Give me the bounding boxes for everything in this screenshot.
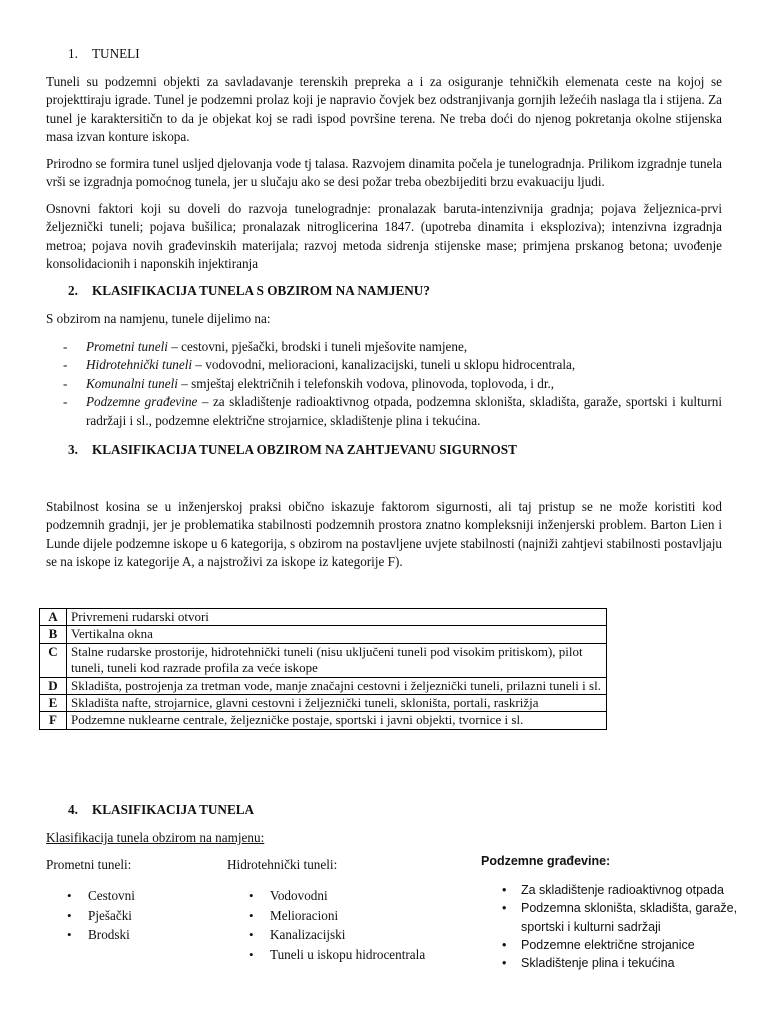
list-desc: – cestovni, pješački, brodski i tuneli mješovite namjene, (167, 339, 468, 354)
section-title: TUNELI (92, 46, 140, 61)
list-term: Prometni tuneli (86, 339, 168, 354)
list-desc: – smještaj električnih i telefonskih vodova, plinovoda, toplovoda, i dr., (177, 375, 555, 391)
category-key: E (40, 695, 67, 712)
column-title: Prometni tuneli: (46, 857, 132, 872)
category-key: B (40, 626, 67, 643)
list-item: • Podzemne električne strojanice (495, 936, 745, 954)
column-title: Podzemne građevine: (481, 854, 611, 868)
list-item: • Tuneli u iskopu hidrocentrala (244, 945, 454, 965)
bullet-icon: • (249, 907, 254, 923)
bullet-icon: • (249, 946, 254, 962)
section-number: 3. (68, 442, 78, 457)
table-row (40, 626, 607, 643)
table-row (40, 643, 607, 677)
paragraph: Osnovni faktori koji su doveli do razvoja tunelogradnje: pronalazak baruta-intenzivnija gradnja; pojava željeznica-prvi željeznički tuneli; pojava bušilica; pronalazak nitroglicerina 1847. (upotreba dinamita i eksploziva); intenzivna izgradnja metroa; pojava novih građevinskih materijala; razvoj metoda sidrenja stijenske mase; primjena prskanog betona; uvođenje konsolidacionih i naponskih injektiranja (46, 201, 722, 272)
table-row (40, 695, 607, 712)
category-key: C (40, 643, 67, 677)
bullet-icon: • (502, 956, 507, 971)
list-desc: – za skladištenje radioaktivnog otpada, podzemna skloništa, skladišta, garaže, sportski i kulturni radržaji i sl., podzemne električne strojarnice, skladištenje plina i tekućina. (86, 394, 722, 428)
list-item: • Vodovodni (244, 886, 454, 906)
bullet-icon: • (502, 937, 507, 952)
list-item: • Kanalizacijski (244, 925, 454, 945)
category-desc: Vertikalna okna (67, 626, 607, 643)
list-item (62, 356, 722, 374)
category-desc: Stalne rudarske prostorije, hidrotehnički tuneli (nisu uključeni tuneli pod visokim pritiskom), pilot tuneli, tuneli kod razrade profila za veće iskope (67, 643, 607, 677)
column-list (244, 886, 454, 964)
subtitle: Klasifikacija tunela obzirom na namjenu: (46, 830, 265, 845)
list-item (62, 375, 722, 393)
section-4-heading (68, 801, 254, 819)
bullet-icon: • (502, 901, 507, 916)
bullet-icon: • (249, 888, 254, 903)
table-row (40, 677, 607, 694)
list-item: • Skladištenje plina i tekućina (495, 954, 745, 972)
category-desc: Podzemne nuklearne centrale, željezničke postaje, sportski i javni objekti, tvornice i sl. (67, 712, 607, 729)
table-row (40, 609, 607, 626)
purpose-list (62, 338, 722, 430)
category-desc: Privremeni rudarski otvori (67, 609, 607, 626)
section-3-heading (68, 441, 517, 459)
paragraph: Tuneli su podzemni objekti za savladavanje terenskih prepreka a i za osiguranje tehničkih elemenata ceste na kojoj se projekttiraju igrade. Tunel je podzemni prolaz koji je napravio čovjek bez odstranjivanja gornjih ležećih naslaga tla i stijena. Za tunel je karaktersitičn to da je objekat koj se radi ispod površine terena. Ne treba doći do njenog pokretanja okolne stijenska masa izvan konture iskopa. (46, 74, 722, 145)
list-desc: – vodovodni, melioracioni, kanalizacijski, tuneli u sklopu hidrocentrala, (192, 357, 576, 373)
column-title: Hidrotehnički tuneli: (227, 857, 338, 872)
section-1-heading (68, 45, 140, 63)
list-item: • Brodski (62, 925, 212, 945)
list-item: • Pješački (62, 906, 212, 926)
section-number: 2. (68, 283, 78, 298)
paragraph: S obzirom na namjenu, tunele dijelimo na: (46, 311, 271, 326)
section-title: KLASIFIKACIJA TUNELA OBZIROM NA ZAHTJEVANU SIGURNOST (92, 442, 517, 457)
list-term: Podzemne građevine (86, 394, 198, 410)
category-desc: Skladišta nafte, strojarnice, glavni cestovni i željeznički tuneli, skloništa, portali, raskrižja (67, 695, 607, 712)
paragraph: Prirodno se formira tunel usljed djelovanja vode tj talasa. Razvojem dinamita počela je tunelogradnja. Prilikom izgradnje tunela vrši se izgradnja pomoćnog tunela, jer u slučaju ako se desi požar treba obezbijediti brzu evakuaciju ljudi. (46, 156, 722, 190)
table-row (40, 712, 607, 729)
bullet-icon: • (67, 927, 72, 942)
safety-category-table (39, 608, 607, 730)
section-number: 4. (68, 802, 78, 817)
list-item: • Podzemna skloništa, skladišta, garaže, sportski i kulturni sadržaji (502, 901, 738, 934)
column-list (62, 886, 212, 945)
section-number: 1. (68, 46, 78, 61)
category-desc: Skladišta, postrojenja za tretman vode, manje značajni cestovni i željeznički tuneli, prilazni tuneli i sl. (67, 677, 607, 694)
bullet-icon: • (502, 883, 507, 897)
bullet-icon: • (67, 888, 72, 903)
section-title: KLASIFIKACIJA TUNELA (92, 802, 255, 817)
list-item: • Melioracioni (244, 906, 454, 926)
column-list (495, 881, 745, 972)
category-key: D (40, 677, 67, 694)
section-2-heading (68, 282, 430, 300)
list-term: Komunalni tuneli (86, 375, 178, 391)
bullet-icon: • (67, 907, 72, 923)
category-key: A (40, 609, 67, 626)
list-term: Hidrotehnički tuneli (86, 357, 193, 373)
paragraph: Stabilnost kosina se u inženjerskoj praksi obično iskazuje faktorom sigurnosti, ali taj pristup se ne može koristiti kod podzemnih gradnji, jer je problematika stabilnosti podzemnih prostora znatno kompleksniji inženjerski problem. Barton Lien i Lunde dijele podzemne iskope u 6 kategorija, s obzirom na postavljene uvjete stabilnosti (najniži zahtjevi stabilnosti postavljaju se na iskope iz kategorije A, a najstroživi za iskope iz kategorije F). (46, 499, 722, 570)
list-item (62, 338, 722, 356)
category-key: F (40, 712, 67, 729)
list-item (62, 393, 722, 430)
bullet-icon: • (249, 927, 254, 942)
list-item: • Cestovni (62, 886, 212, 906)
list-item: • Za skladištenje radioaktivnog otpada (495, 881, 745, 899)
section-title: KLASIFIKACIJA TUNELA S OBZIROM NA NAMJENU? (92, 283, 430, 298)
